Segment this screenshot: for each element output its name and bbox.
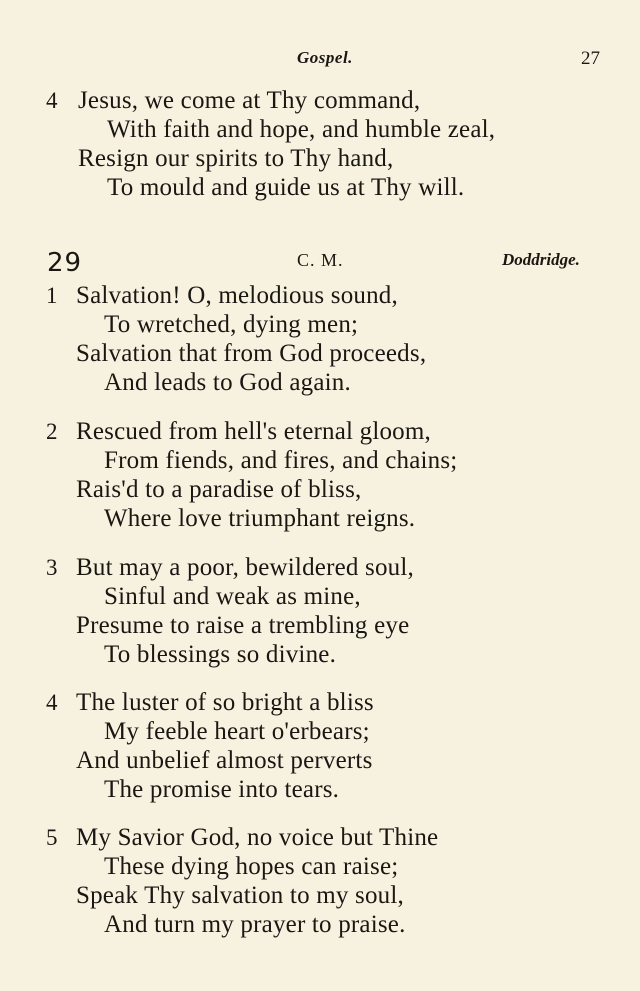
page-number: 27 xyxy=(581,48,600,69)
section-title: Gospel. xyxy=(297,48,353,67)
verse-line: Salvation! O, melodious sound, xyxy=(76,282,398,309)
running-head xyxy=(0,48,640,74)
verse-line: My feeble heart o'erbears; xyxy=(104,718,370,745)
verse-line: Rais'd to a paradise of bliss, xyxy=(76,476,362,503)
stanza-number: 3 xyxy=(46,555,58,580)
verse-line: Resign our spirits to Thy hand, xyxy=(78,145,394,172)
verse-line: My Savior God, no voice but Thine xyxy=(76,824,439,851)
verse-line: The promise into tears. xyxy=(104,776,340,803)
verse-line: Rescued from hell's eternal gloom, xyxy=(76,418,431,445)
verse-line: And unbelief almost perverts xyxy=(76,747,373,774)
stanza-number: 4 xyxy=(46,690,58,715)
verse-line: But may a poor, bewildered soul, xyxy=(76,554,414,581)
verse-line: The luster of so bright a bliss xyxy=(76,689,374,716)
verse-line: And turn my prayer to praise. xyxy=(104,911,406,938)
verse-line: These dying hopes can raise; xyxy=(104,853,399,880)
verse-line: And leads to God again. xyxy=(104,369,351,396)
verse-line: With faith and hope, and humble zeal, xyxy=(107,116,496,143)
verse-line: Salvation that from God proceeds, xyxy=(76,340,427,367)
stanza-number: 4 xyxy=(46,88,58,113)
verse-line: To wretched, dying men; xyxy=(104,311,359,338)
hymn-meter: C. M. xyxy=(297,250,344,270)
hymn-number: 29 xyxy=(47,248,83,278)
verse-line: To blessings so divine. xyxy=(104,641,337,668)
verse-line: Sinful and weak as mine, xyxy=(104,583,361,610)
hymn-heading xyxy=(0,248,640,278)
verse-line: From fiends, and fires, and chains; xyxy=(104,447,458,474)
stanza-number: 1 xyxy=(46,283,58,308)
verse-line: To mould and guide us at Thy will. xyxy=(107,174,465,201)
verse-line: Jesus, we come at Thy command, xyxy=(78,87,421,114)
stanza-number: 2 xyxy=(46,419,58,444)
hymn-author: Doddridge. xyxy=(502,250,580,269)
verse-line: Presume to raise a trembling eye xyxy=(76,612,410,639)
verse-line: Speak Thy salvation to my soul, xyxy=(76,882,404,909)
verse-line: Where love triumphant reigns. xyxy=(104,505,416,532)
stanza-number: 5 xyxy=(46,825,58,850)
